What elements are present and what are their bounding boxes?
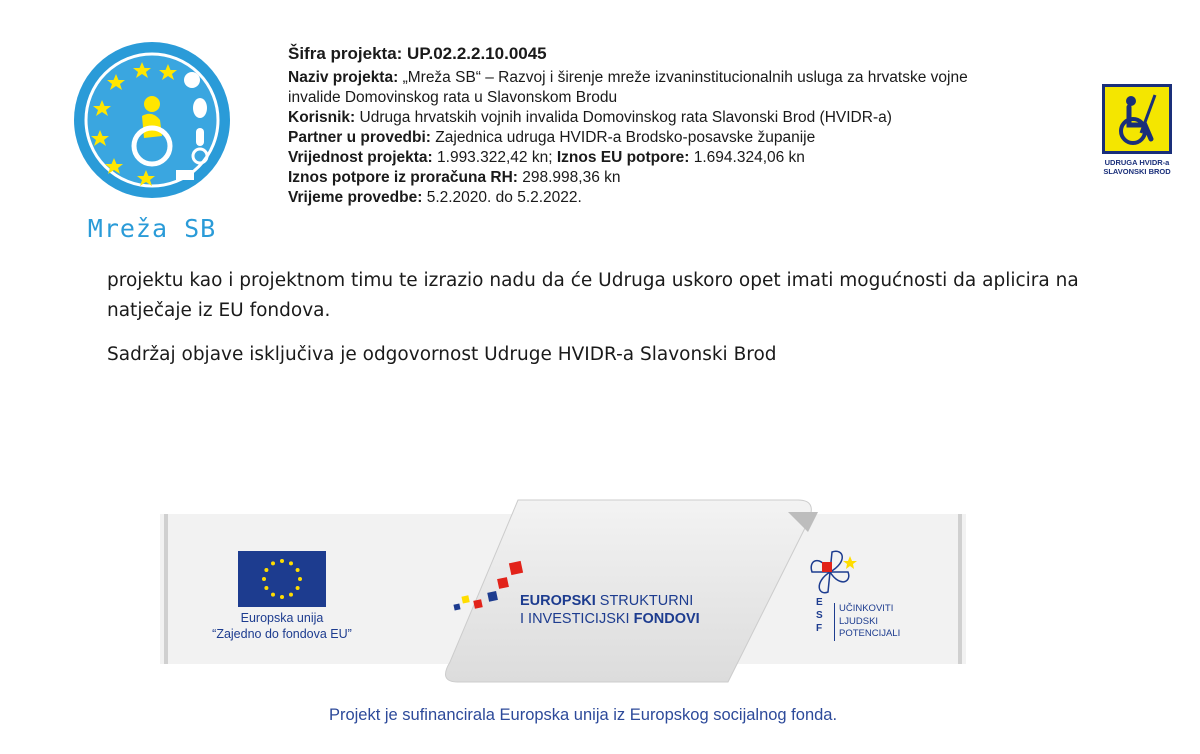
esf-pinwheel-icon — [794, 542, 866, 602]
wheelchair-icon — [1102, 84, 1172, 154]
project-code-line: Šifra projekta: UP.02.2.2.10.0045 — [288, 44, 547, 63]
esif-squares-icon — [448, 552, 528, 622]
duration-line: Vrijeme provedbe: 5.2.2020. do 5.2.2022. — [288, 189, 582, 206]
eu-caption: Europska unija “Zajedno do fondova EU” — [212, 611, 352, 641]
esf-letters: E S F — [816, 597, 823, 634]
paragraph: projektu kao i projektnom timu te izrazio nadu da će Udruga uskoro opet imati mogućnosti da aplicira na natječaje iz EU fondova. — [107, 270, 1079, 321]
beneficiary-line: Korisnik: Udruga hrvatskih vojnih invalida Domovinskog rata Slavonski Brod (HVIDR-a) — [288, 109, 892, 126]
hvidr-logo — [1098, 84, 1176, 176]
partner-line: Partner u provedbi: Zajednica udruga HVIDR-a Brodsko-posavske županije — [288, 129, 816, 146]
project-name-line-2: invalide Domovinskog rata u Slavonskom Brodu — [288, 89, 618, 106]
esif-title: EUROPSKI STRUKTURNI I INVESTICIJSKI FONDOVI — [520, 593, 700, 627]
project-name-line: Naziv projekta: „Mreža SB“ – Razvoj i širenje mreže izvaninstitucionalnih usluga za hrvatske vojne — [288, 69, 968, 86]
project-value-line: Vrijednost projekta: 1.993.322,42 kn; Iznos EU potpore: 1.694.324,06 kn — [288, 149, 805, 166]
mreza-sb-logo — [72, 40, 232, 200]
funding-note: Projekt je sufinancirala Europska unija iz Europskog socijalnog fonda. — [328, 706, 838, 724]
esf-slogan: UČINKOVITI LJUDSKI POTENCIJALI — [834, 603, 900, 641]
logo-name: Mreža SB — [87, 214, 217, 243]
project-info — [288, 44, 1088, 208]
article-body — [107, 266, 1107, 370]
hvidr-caption: UDRUGA HVIDR-a SLAVONSKI BROD — [1103, 158, 1171, 176]
disclaimer: Sadržaj objave isključiva je odgovornost Udruge HVIDR-a Slavonski Brod — [107, 344, 777, 365]
eu-flag-icon — [238, 551, 326, 607]
state-budget-line: Iznos potpore iz proračuna RH: 298.998,36 kn — [288, 169, 621, 186]
